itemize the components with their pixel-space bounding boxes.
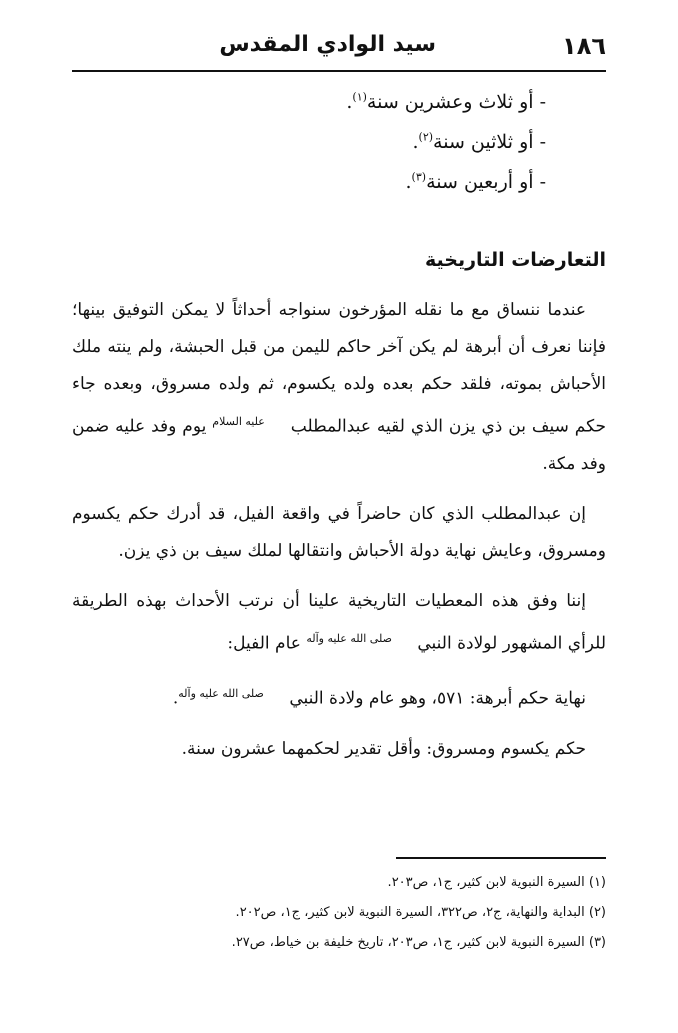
list-item-text: - أو ثلاث وعشرين سنة (366, 91, 546, 113)
footnote: (٣) السيرة النبوية لابن كثير، ج١، ص٢٠٣، تاريخ خليفة بن خياط، ص٢٧. (231, 935, 606, 950)
list-item-text: - أو أربعين سنة (426, 171, 546, 193)
paragraph-text: . (172, 688, 179, 709)
footnote: (٢) البداية والنهاية، ج٢، ص٣٢٢، السيرة النبوية لابن كثير، ج١، ص٢٠٢. (235, 905, 606, 920)
list-item (72, 122, 546, 162)
paragraph (72, 292, 606, 483)
paragraph-text: عندما ننساق مع ما نقله المؤرخون سنواجه أحداثاً لا يمكن التوفيق بينها؛ فإننا نعرف أن أبرهة لم يكن آخر حاكم لليمن من قبل الحبشة، ولم ينته ملك الأحباش بموته، فلقد حكم بعده ولده يكسوم، ثم ولده مسروق، وبعده جاء حكم سيف بن ذي يزن الذي لقيه عبدالمطلب (72, 300, 607, 437)
paragraph-text: نهاية حكم أبرهة: ٥٧١، وهو عام ولادة النبي (289, 688, 586, 709)
running-header (72, 30, 606, 72)
paragraph-text: إننا وفق هذه المعطيات التاريخية علينا أن نرتب الأحداث بهذه الطريقة للرأي المشهور لولادة النبي (72, 590, 606, 654)
list-item-text: - أو ثلاثين سنة (433, 131, 546, 153)
paragraph (72, 583, 606, 663)
honorific-mark: عليه السلام (212, 415, 265, 428)
list-item-end: . (346, 91, 353, 113)
footnote-ref[interactable]: (١) (352, 90, 367, 104)
list-item-end: . (405, 171, 412, 193)
duration-list (72, 82, 606, 202)
section-heading: التعارضات التاريخية (425, 249, 606, 271)
list-item-end: . (412, 131, 419, 153)
footnote-ref[interactable]: (٣) (411, 170, 427, 184)
book-title: سيد الوادي المقدس (219, 32, 436, 57)
honorific-mark: صلى الله عليه وآله (306, 631, 392, 645)
footnote-ref[interactable]: (٢) (418, 130, 434, 144)
paragraph: حكم يكسوم ومسروق: وأقل تقدير لحكمهما عشرون سنة. (181, 738, 586, 759)
paragraph: إن عبدالمطلب الذي كان حاضراً في واقعة الفيل، قد أدرك حكم يكسوم ومسروق، وعايش نهاية دولة الأحباش وانتقالها لملك سيف بن ذي يزن. (72, 503, 606, 561)
list-item (72, 162, 546, 202)
honorific-mark: صلى الله عليه وآله (178, 687, 264, 701)
footnotes (72, 868, 606, 958)
paragraph-text: يوم وفد عليه ضمن وفد مكة. (72, 416, 606, 474)
page-body (72, 82, 606, 768)
paragraph (72, 675, 606, 718)
list-item (72, 82, 546, 122)
paragraph-text: عام الفيل: (227, 633, 301, 654)
footnote: (١) السيرة النبوية لابن كثير، ج١، ص٢٠٣. (387, 875, 606, 890)
page-number: ١٨٦ (562, 32, 606, 60)
footnote-divider (396, 857, 606, 859)
